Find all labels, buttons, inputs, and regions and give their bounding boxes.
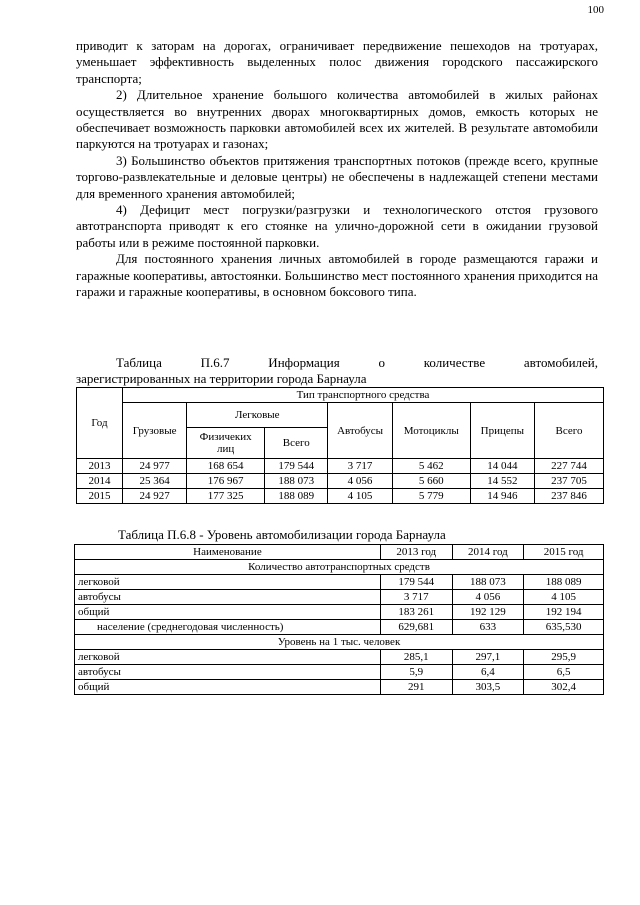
cell-buses: 4 105 (328, 489, 392, 504)
cell-name: легковой (75, 650, 381, 665)
cell-total: 237 705 (534, 474, 603, 489)
cell-2015: 192 194 (524, 605, 604, 620)
paragraph: 3) Большинство объектов притяжения транспортных потоков (прежде всего, крупные торгово-развлекательные и деловые центры) не обеспечены в надлежащей степени местами для временного хранения автомобилей; (76, 152, 598, 201)
cell-2015: 302,4 (524, 680, 604, 695)
table-row (75, 605, 604, 620)
header-cars-group: Легковые (187, 403, 328, 428)
cell-name: автобусы (75, 590, 381, 605)
cell-trucks: 24 927 (123, 489, 187, 504)
cell-cars-total: 179 544 (265, 459, 328, 474)
cell-buses: 4 056 (328, 474, 392, 489)
cell-2013: 183 261 (380, 605, 452, 620)
motorization-level-table (74, 544, 604, 695)
cell-2013: 3 717 (380, 590, 452, 605)
paragraph: приводит к заторам на дорогах, ограничивает передвижение пешеходов на тротуарах, уменьшает эффективность выделенных полос движения городского пассажирского транспорта; (76, 38, 598, 86)
header-trailers: Прицепы (470, 403, 534, 459)
cell-2013: 291 (380, 680, 452, 695)
table1-caption-line1: Таблица П.6.7 Информация о количестве автомобилей, (116, 355, 598, 370)
header-trucks: Грузовые (123, 403, 187, 459)
table-row (77, 489, 604, 504)
table-row (77, 459, 604, 474)
cell-2013: 285,1 (380, 650, 452, 665)
cell-name: автобусы (75, 665, 381, 680)
cell-2015: 635,530 (524, 620, 604, 635)
table-row (75, 590, 604, 605)
cell-2015: 6,5 (524, 665, 604, 680)
cell-trailers: 14 946 (470, 489, 534, 504)
cell-year: 2015 (77, 489, 123, 504)
cell-individuals: 177 325 (187, 489, 265, 504)
header-2013: 2013 год (380, 545, 452, 560)
table1-caption-line2: зарегистрированных на территории города Барнаула (76, 371, 367, 386)
header-type-group: Тип транспортного средства (123, 388, 604, 403)
cell-2014: 297,1 (452, 650, 524, 665)
cell-name: население (среднегодовая численность) (75, 620, 381, 635)
cell-name: общий (75, 680, 381, 695)
header-individuals: Физичеких лиц (187, 428, 265, 459)
header-2015: 2015 год (524, 545, 604, 560)
cell-2014: 303,5 (452, 680, 524, 695)
cell-2014: 188 073 (452, 575, 524, 590)
cell-motorcycles: 5 462 (392, 459, 470, 474)
header-motorcycles: Мотоциклы (392, 403, 470, 459)
header-buses: Автобусы (328, 403, 392, 459)
cell-2013: 629,681 (380, 620, 452, 635)
section-per-thousand: Уровень на 1 тыс. человек (75, 635, 604, 650)
section-vehicle-count: Количество автотранспортных средств (75, 560, 604, 575)
cell-trailers: 14 552 (470, 474, 534, 489)
cell-name: легковой (75, 575, 381, 590)
table-header-row (75, 545, 604, 560)
paragraph: 4) Дефицит мест погрузки/разгрузки и технологического отстоя грузового автотранспорта приводят к его стоянке на улично-дорожной сети в ожидании грузовой работы или в режиме постоянной парковки. (76, 202, 598, 250)
header-year: Год (77, 388, 123, 459)
cell-trucks: 24 977 (123, 459, 187, 474)
cell-trailers: 14 044 (470, 459, 534, 474)
cell-individuals: 176 967 (187, 474, 265, 489)
table2-caption: Таблица П.6.8 - Уровень автомобилизации города Барнаула (118, 527, 446, 542)
cell-motorcycles: 5 660 (392, 474, 470, 489)
table-row (75, 665, 604, 680)
table-row-population (75, 620, 604, 635)
cell-individuals: 168 654 (187, 459, 265, 474)
table-row (77, 474, 604, 489)
cell-year: 2014 (77, 474, 123, 489)
cell-name: общий (75, 605, 381, 620)
cell-2014: 6,4 (452, 665, 524, 680)
page-number: 100 (587, 4, 604, 16)
cell-2014: 4 056 (452, 590, 524, 605)
table-row (75, 680, 604, 695)
cell-motorcycles: 5 779 (392, 489, 470, 504)
table-row (75, 575, 604, 590)
cell-2015: 188 089 (524, 575, 604, 590)
cell-cars-total: 188 073 (265, 474, 328, 489)
body-text (76, 38, 598, 301)
paragraph: Для постоянного хранения личных автомобилей в городе размещаются гаражи и гаражные кооперативы, автостоянки. Большинство мест постоянного хранения приходится на гаражи и гаражные кооперативы, в основном боксового типа. (76, 251, 598, 300)
table-row (75, 650, 604, 665)
cell-2014: 633 (452, 620, 524, 635)
cell-year: 2013 (77, 459, 123, 474)
header-name: Наименование (75, 545, 381, 560)
header-2014: 2014 год (452, 545, 524, 560)
cell-cars-total: 188 089 (265, 489, 328, 504)
cell-2013: 5,9 (380, 665, 452, 680)
cell-2013: 179 544 (380, 575, 452, 590)
cell-2015: 295,9 (524, 650, 604, 665)
header-cars-total: Всего (265, 428, 328, 459)
vehicle-registration-table (76, 387, 604, 504)
cell-2015: 4 105 (524, 590, 604, 605)
cell-total: 227 744 (534, 459, 603, 474)
cell-trucks: 25 364 (123, 474, 187, 489)
cell-total: 237 846 (534, 489, 603, 504)
cell-buses: 3 717 (328, 459, 392, 474)
paragraph: 2) Длительное хранение большого количества автомобилей в жилых районах осуществляется во внутренних дворах многоквартирных домов, емкость которых не обеспечивает возможность парковки автомобилей всех их жителей. В результате автомобили паркуются на тротуарах и газонах; (76, 87, 598, 152)
header-total: Всего (534, 403, 603, 459)
cell-2014: 192 129 (452, 605, 524, 620)
